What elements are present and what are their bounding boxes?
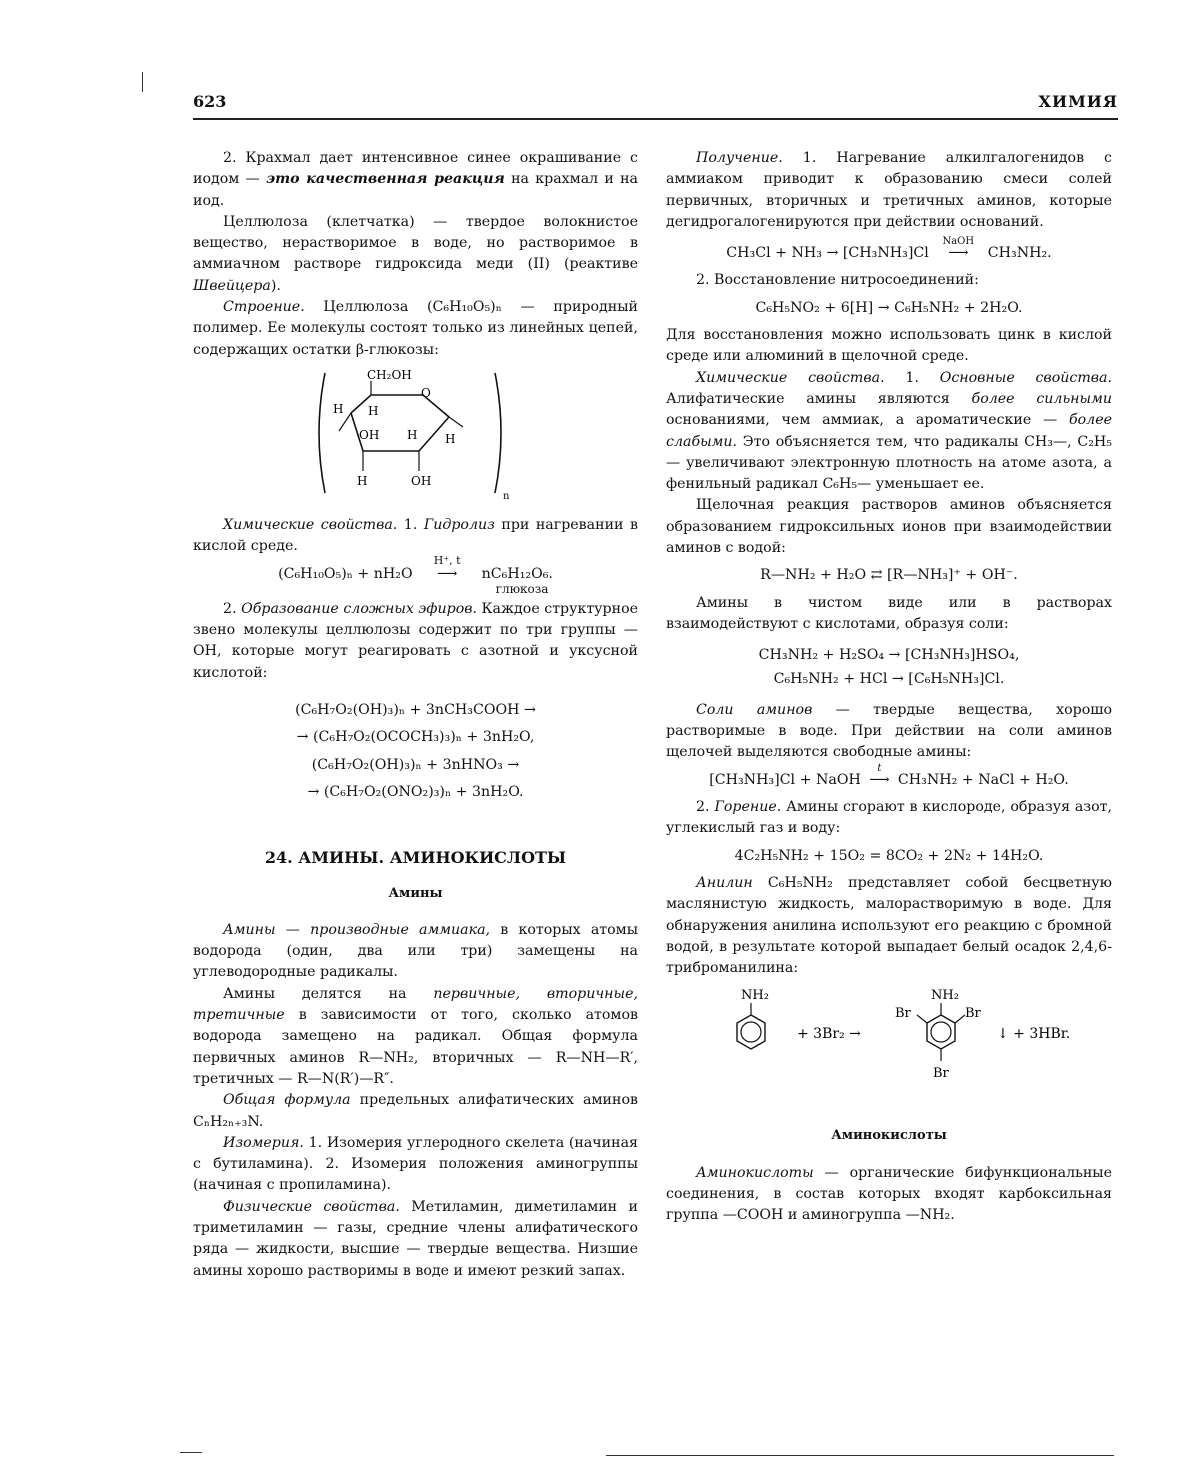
oh-label: OH — [358, 427, 379, 442]
bromine-label: Br — [895, 1006, 911, 1022]
left-column — [193, 148, 638, 1282]
amino-group-label: NH₂ — [931, 988, 959, 1004]
paragraph-amines-types: Амины делятся на первичные, вторичные, третичные в зависимости от того, сколько атомов водорода замещено на радикал. Общая формула первичных аминов R—NH₂, вторичных — R—NH—R′, третичных — R—N(R′)—R″. — [193, 985, 638, 1087]
paragraph-basic-props: Химические свойства. 1. Основные свойства. Алифатические амины являются более сильными основаниями, чем аммиак, а ароматические — более слабыми. Это объясняется тем, что радикалы CH₃—, C₂H₅— увеличивают электронную плотность на атоме азота, а фенильный радикал C₆H₅— уменьшает ее. — [666, 369, 1112, 493]
paragraph-general-formula: Общая формула предельных алифатических аминов CₙH₂ₙ₊₃N. — [193, 1092, 638, 1130]
aniline-bromination-scheme — [699, 985, 1079, 1091]
right-column — [666, 148, 1112, 1227]
paragraph-reduction-note: Для восстановления можно использовать цинк в кислой среде или алюминий в щелочной среде. — [666, 327, 1112, 365]
equation-acetate-1: (C₆H₇O₂(OH)₃)ₙ + 3nCH₃COOH → — [295, 702, 536, 719]
paragraph-preparation: Получение. 1. Нагревание алкилгалогенидов с аммиаком приводит к образованию смеси солей первичных, вторичных и третичных аминов, которые дегидрогалогенируются при действии оснований. — [666, 150, 1112, 230]
scan-mark — [180, 1452, 202, 1453]
h-label: H — [356, 473, 367, 488]
scan-mark — [142, 72, 143, 92]
paragraph-starch: 2. Крахмал дает интенсивное синее окрашивание с иодом — это качественная реакция на крахмал и на иод. — [193, 150, 639, 209]
scan-mark — [606, 1455, 1114, 1456]
equation-combustion: 4C₂H₅NH₂ + 15O₂ = 8CO₂ + 2N₂ + 14H₂O. — [734, 847, 1044, 864]
equation-chloride: C₆H₅NH₂ + HCl → [C₆H₅NH₃]Cl. — [773, 670, 1005, 687]
equation-acetate-2: → (C₆H₇O₂(OCOCH₃)₃)ₙ + 3nH₂O, — [296, 729, 535, 746]
paragraph-acids: Амины в чистом виде или в растворах взаимодействуют с кислотами, образуя соли: — [666, 594, 1112, 632]
paragraph-cellulose: Целлюлоза (клетчатка) — твердое волокнистое вещество, нерастворимое в воде, но растворимое в аммиачном растворе гидроксида меди (II) (реактиве Швейцера). — [193, 213, 638, 294]
bromine-label: Br — [965, 1006, 981, 1022]
h-label: H — [332, 401, 343, 416]
page-number: 623 — [193, 92, 227, 111]
equation-sulfate: CH₃NH₂ + H₂SO₄ → [CH₃NH₃]HSO₄, — [758, 647, 1020, 664]
running-title: ХИМИЯ — [1038, 92, 1118, 111]
h-label: H — [367, 403, 378, 418]
beta-glucose-structure — [311, 367, 521, 507]
equation-nitro-reduction: C₆H₅NO₂ + 6[H] → C₆H₅NH₂ + 2H₂O. — [755, 299, 1023, 316]
subsection-heading-amines: Амины — [388, 885, 443, 901]
amino-group-label: NH₂ — [741, 988, 769, 1004]
paragraph-aniline: Анилин C₆H₅NH₂ представляет собой бесцветную маслянистую жидкость, малорастворимую в воде. Для обнаружения анилина используют его реакцию с бромной водой, в результате которой выпадает белый осадок 2,4,6-триброманилина: — [666, 874, 1112, 977]
paragraph-salts: Соли аминов — твердые вещества, хорошо растворимые в воде. При действии на соли аминов щелочей выделяются свободные амины: — [666, 701, 1112, 761]
equation-nitrate-1: (C₆H₇O₂(OH)₃)ₙ + 3nHNO₃ → — [311, 756, 520, 773]
subsection-heading-amino-acids: Аминокислоты — [831, 1128, 947, 1144]
running-header — [193, 92, 1118, 120]
paragraph-combustion: 2. Горение. Амины сгорают в кислороде, образуя азот, углекислый газ и воду: — [666, 799, 1113, 837]
equation-hydrolysis: (C₆H₁₀O₅)ₙ + nH₂O H⁺, t ⟶ nC₆H₁₂O₆. глюкоза — [193, 564, 638, 585]
glucose-caption: глюкоза — [495, 581, 549, 596]
paragraph-physical-props: Физические свойства. Метиламин, диметиламин и триметиламин — газы, средние члены алифатического ряда — жидкости, высшие — твердые вещества. Низшие амины хорошо растворимы в воде и имеют резкий запах. — [193, 1198, 638, 1279]
ch2oh-label: CH₂OH — [366, 367, 412, 382]
paragraph-chem-props: Химические свойства. 1. Гидролиз при нагревании в кислой среде. — [193, 516, 638, 555]
bromine-reagent: + 3Br₂ → — [797, 1026, 861, 1043]
equation-alkylhalide: CH₃Cl + NH₃ → [CH₃NH₃]Cl NaOH ⟶ CH₃NH₂. — [726, 236, 1052, 262]
paragraph-nitro: 2. Восстановление нитросоединений: — [696, 272, 979, 289]
equation-amine-water: R—NH₂ + H₂O ⇄ [R—NH₃]⁺ + OH⁻. — [760, 567, 1018, 584]
paragraph-isomerism: Изомерия. 1. Изомерия углеродного скелета (начиная с бутиламина). 2. Изомерия положения аминогруппы (начиная с пропиламина). — [193, 1134, 638, 1194]
bromine-label: Br — [933, 1066, 949, 1082]
paragraph-esters: 2. Образование сложных эфиров. Каждое структурное звено молекулы целлюлозы содержит по три группы —OH, которые могут реагировать с азотной и уксусной кислотой: — [193, 600, 639, 681]
h-label: H — [406, 427, 417, 442]
paragraph-amines-def: Амины — производные аммиака, в которых атомы водорода (один, два или три) замещены на углеводородные радикалы. — [193, 921, 638, 981]
section-heading: 24. АМИНЫ. АМИНОКИСЛОТЫ — [264, 848, 567, 868]
oh-label: OH — [410, 473, 431, 488]
polymer-index: n — [502, 490, 509, 502]
equation-salt-alkali: [CH₃NH₃]Cl + NaOH t ⟶ CH₃NH₂ + NaCl + H₂O. — [709, 762, 1069, 788]
paragraph-amino-acids: Аминокислоты — органические бифункциональные соединения, в состав которых входят карбоксильная группа —COOH и аминогруппа —NH₂. — [666, 1164, 1112, 1224]
h-label: H — [444, 431, 455, 446]
equation-nitrate-2: → (C₆H₇O₂(ONO₂)₃)ₙ + 3nH₂O. — [307, 783, 524, 800]
paragraph-structure: Строение. Целлюлоза (C₆H₁₀O₅)ₙ — природный полимер. Ее молекулы состоят только из линейных цепей, содержащих остатки β-глюкозы: — [193, 299, 638, 358]
paragraph-alkaline: Щелочная реакция растворов аминов объясняется образованием гидроксильных ионов при взаимодействии аминов с водой: — [666, 497, 1112, 557]
product-tail: ↓ + 3HBr. — [997, 1026, 1071, 1043]
ring-oxygen-label: O — [420, 385, 431, 400]
